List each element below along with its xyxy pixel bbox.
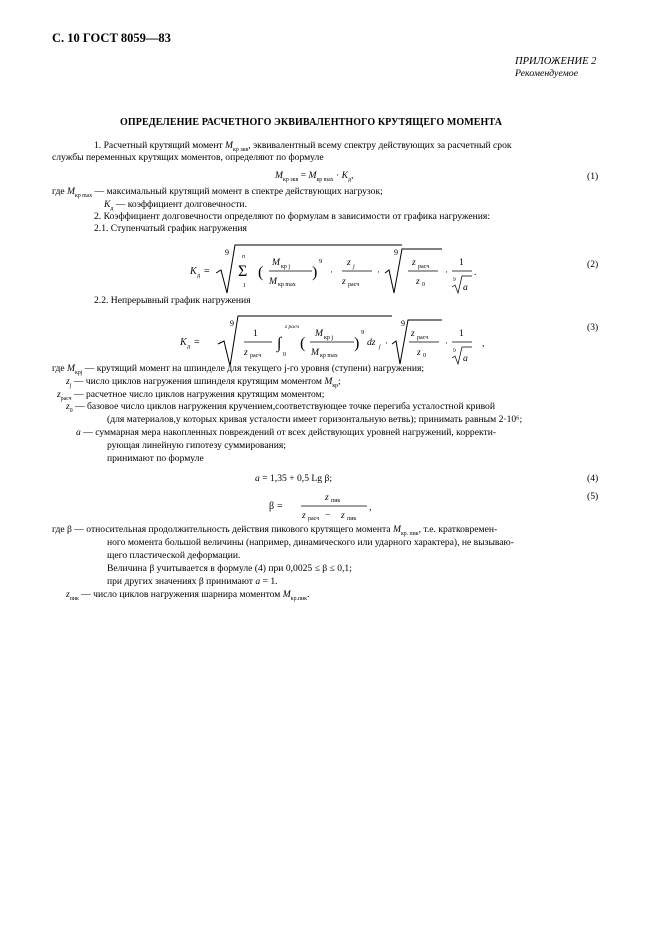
eq3-a: a bbox=[463, 353, 468, 364]
eq5-beta: β bbox=[269, 501, 275, 512]
eq3-k: K bbox=[180, 337, 187, 348]
eq2-one: 1 bbox=[459, 257, 464, 268]
eq2-dot2: · bbox=[377, 267, 380, 277]
eq3-root2-zsub: расч bbox=[417, 335, 429, 341]
paragraph-2-2: 2.2. Непрерывный график нагружения bbox=[94, 295, 251, 306]
def-beta-line1a: относительная продолжительность действия пикового крутящего момента bbox=[86, 524, 393, 535]
def-zpik-dash: — bbox=[78, 589, 94, 600]
eq3-num-m: M bbox=[315, 328, 323, 339]
def-a-sym: a bbox=[76, 427, 81, 438]
def-beta-line-2: ного момента большой величины (например, динамического или ударного характера), не вызываю- bbox=[107, 537, 514, 548]
eq2-dot1: · bbox=[330, 267, 333, 277]
eq2-sum-top: n bbox=[242, 254, 245, 260]
eq2-zj: z bbox=[347, 257, 351, 268]
eq5-equals: = bbox=[277, 501, 283, 512]
def-mkrj-text: крутящий момент на шпинделе для текущего j-го уровня (ступени) нагружения; bbox=[96, 363, 425, 374]
eq2-den-m: M bbox=[269, 276, 277, 287]
def-zpik-msub: кр.пик bbox=[290, 595, 307, 602]
eq5-end: , bbox=[369, 502, 372, 513]
def-a-dash: — bbox=[80, 427, 96, 438]
eq3-dz: dz bbox=[367, 337, 376, 348]
def-mkrj-sub: крj bbox=[75, 369, 83, 376]
def2-k: K bbox=[104, 199, 111, 210]
eq2-z0-sub: 0 bbox=[422, 282, 425, 288]
eq3-dot2: · bbox=[445, 338, 448, 348]
def-zpik-sym: z bbox=[66, 589, 70, 600]
eq2-a: a bbox=[463, 282, 468, 293]
eq3-integral: ∫ bbox=[277, 335, 282, 352]
eq2-small-root-index: 9 bbox=[453, 277, 456, 283]
def-zr-sub: расч bbox=[60, 395, 72, 402]
eq1-k: K bbox=[341, 170, 348, 181]
eq3-root2-z: z bbox=[411, 328, 415, 339]
eq2-zr-sub: расч bbox=[348, 282, 360, 288]
eq3-zr: z bbox=[244, 347, 248, 358]
eq1-subk: д bbox=[348, 176, 351, 183]
equation-2-number: (2) bbox=[587, 259, 599, 270]
def-mkrj-sym: M bbox=[67, 363, 75, 374]
eq4-text: = 1,35 + 0,5 Lg β; bbox=[259, 473, 332, 484]
def-beta-line-3: щего пластической деформации. bbox=[107, 550, 241, 561]
p1-symbol-m: M bbox=[225, 140, 234, 151]
eq2-zj-sub: j bbox=[353, 264, 355, 270]
eq2-k: K bbox=[190, 266, 197, 277]
def-zj-sym: z bbox=[66, 376, 70, 387]
document-title: ОПРЕДЕЛЕНИЕ РАСЧЕТНОГО ЭКВИВАЛЕНТНОГО КРУТЯЩЕГО МОМЕНТА bbox=[120, 117, 503, 128]
eq3-num-sub: кр j bbox=[324, 335, 334, 341]
eq3-int-top: z расч bbox=[285, 324, 300, 330]
def-beta-line1b: , т.е. кратковремен- bbox=[418, 524, 498, 535]
eq2-z0: z bbox=[416, 276, 420, 287]
equation-1-number: (1) bbox=[587, 171, 599, 182]
def-zpik-text: число циклов нагружения шарнира моментом bbox=[93, 589, 283, 600]
eq2-sigma: Σ bbox=[238, 263, 248, 280]
def-beta-line-5 bbox=[107, 576, 278, 588]
def-zr-sym: z bbox=[57, 389, 61, 400]
def-zj-dash: — bbox=[71, 376, 86, 387]
eq2-equals: = bbox=[204, 266, 210, 277]
equation-3 bbox=[180, 314, 500, 370]
eq5-den-z1: z bbox=[302, 510, 306, 521]
eq4-a: a bbox=[255, 473, 260, 484]
eq1-m: M bbox=[275, 170, 283, 181]
paragraph-2-1: 2.1. Ступенчатый график нагружения bbox=[94, 223, 247, 234]
eq3-den-sub: кр max bbox=[320, 353, 338, 359]
def-zr-text: расчетное число циклов нагружения крутящим моментом; bbox=[85, 389, 325, 400]
eq3-right-paren: ) bbox=[354, 335, 360, 352]
eq3-int-bottom: 0 bbox=[283, 352, 286, 358]
eq3-root-index: 9 bbox=[230, 319, 234, 328]
def-zj-tail-sym: M bbox=[324, 376, 333, 387]
def-z0-cont: (для материалов,у которых кривая усталости имеет горизонтальную ветвь); принимать равным 2·10⁶; bbox=[107, 414, 523, 425]
eq2-num-sub: кр j bbox=[281, 264, 291, 270]
eq2-dot3: · bbox=[445, 267, 448, 277]
def-a-text: суммарная мера накопленных повреждений от всех действующих уровней нагружений, корректи- bbox=[95, 427, 497, 438]
eq2-den-sub: кр max bbox=[278, 282, 296, 288]
equation-2 bbox=[180, 243, 500, 299]
def-beta-line5a: при других значениях β принимают bbox=[107, 576, 256, 587]
def1-sub: кр max bbox=[75, 192, 93, 199]
eq3-z0-sub: 0 bbox=[423, 353, 426, 359]
eq1-m2: M bbox=[308, 170, 317, 181]
def-beta-line5c: = 1. bbox=[260, 576, 278, 587]
eq3-dot1: · bbox=[385, 338, 388, 348]
eq5-den-sub2: пик bbox=[347, 516, 357, 522]
def-zj-tail: ; bbox=[338, 376, 341, 387]
eq2-root-index: 9 bbox=[225, 248, 229, 257]
page-header: С. 10 ГОСТ 8059—83 bbox=[52, 31, 171, 45]
def-beta-m: M bbox=[392, 524, 401, 535]
eq3-end-comma: , bbox=[482, 338, 485, 349]
def-z0-text: базовое число циклов нагружения кручением,соответствующее точке перегиба усталостной кривой bbox=[87, 401, 495, 412]
def-beta-lead: где β — bbox=[52, 524, 87, 535]
eq3-one: 1 bbox=[253, 328, 258, 339]
def-zj-text: число циклов нагружения шпинделя крутящим моментом bbox=[85, 376, 325, 387]
eq2-root2-zsub: расч bbox=[418, 264, 430, 270]
eq1-equals: = bbox=[298, 170, 309, 181]
eq1-sub1: кр экв bbox=[283, 176, 299, 183]
p1-subscript: кр экв bbox=[233, 146, 249, 153]
def-zpik-sub: пик bbox=[69, 595, 79, 602]
def-beta-line-4: Величина β учитывается в формуле (4) при 0,0025 ≤ β ≤ 0,1; bbox=[107, 563, 352, 574]
eq3-one-b: 1 bbox=[459, 328, 464, 339]
eq2-left-paren: ( bbox=[258, 264, 264, 281]
def-zr-dash: — bbox=[71, 389, 86, 400]
eq5-num-z: z bbox=[325, 492, 329, 503]
p1-text-a: 1. Расчетный крутящий момент bbox=[94, 140, 226, 151]
eq1-end: , bbox=[350, 170, 354, 181]
eq2-sum-bottom: 1 bbox=[243, 283, 246, 289]
eq2-end-dot: . bbox=[474, 267, 477, 278]
equation-4 bbox=[255, 473, 332, 484]
equation-5 bbox=[255, 488, 375, 524]
def2-sub: д bbox=[110, 205, 114, 212]
eq1-sub2: кр max bbox=[316, 176, 334, 183]
appendix-label: ПРИЛОЖЕНИЕ 2 bbox=[515, 56, 597, 67]
def-zj-sub: j bbox=[69, 382, 72, 389]
eq3-root2-index: 9 bbox=[401, 319, 405, 328]
eq1-dot: · bbox=[333, 170, 342, 181]
paragraph-1-line-2: службы переменных крутящих моментов, определяют по формуле bbox=[52, 152, 324, 163]
def-a-formula-intro: принимают по формуле bbox=[107, 453, 204, 464]
eq3-equals: = bbox=[194, 337, 200, 348]
eq2-zr: z bbox=[342, 276, 346, 287]
def1-text: — максимальный крутящий момент в спектре действующих нагрузок; bbox=[92, 186, 383, 197]
def-mkrj-lead: где bbox=[52, 363, 67, 374]
eq3-left-paren: ( bbox=[300, 335, 306, 352]
paragraph-2: 2. Коэффициент долговечности определяют по формулам в зависимости от графика нагружения: bbox=[94, 211, 491, 222]
def-a-cont: рующая линейную гипотезу суммирования; bbox=[107, 440, 286, 451]
equation-4-number: (4) bbox=[587, 473, 599, 484]
eq3-z0: z bbox=[417, 347, 421, 358]
appendix-status: Рекомендуемое bbox=[515, 68, 578, 79]
eq3-small-root-index: 9 bbox=[453, 348, 456, 354]
equation-5-number: (5) bbox=[587, 491, 599, 502]
eq5-den-sub1: расч bbox=[308, 516, 320, 522]
eq2-num-m: M bbox=[272, 257, 280, 268]
eq2-power: 9 bbox=[319, 258, 323, 265]
def-zpik-m: M bbox=[282, 589, 291, 600]
def-beta-sub: кр. пик bbox=[400, 530, 419, 537]
eq2-right-paren: ) bbox=[312, 264, 318, 281]
eq5-num-sub: пик bbox=[331, 498, 341, 504]
def-z0-dash: — bbox=[72, 401, 88, 412]
eq3-subk: д bbox=[187, 344, 191, 350]
eq2-subk: д bbox=[197, 273, 201, 279]
def-zj-tail-sub: кр bbox=[332, 382, 339, 389]
equation-3-number: (3) bbox=[587, 322, 599, 333]
eq3-zr-sub: расч bbox=[250, 353, 262, 359]
eq3-den-m: M bbox=[311, 347, 319, 358]
def2-text: — коэффициент долговечности. bbox=[113, 199, 247, 210]
eq2-root2-z: z bbox=[412, 257, 416, 268]
eq2-root2-index: 9 bbox=[394, 248, 398, 257]
def1-where: где bbox=[52, 186, 67, 197]
eq5-den-z2: z bbox=[341, 510, 345, 521]
def-zpik bbox=[66, 589, 309, 605]
def-z0-sym: z bbox=[66, 401, 70, 412]
def-mkrj-dash: — bbox=[82, 363, 97, 374]
def-zpik-end: . bbox=[306, 589, 310, 600]
def-a bbox=[76, 427, 496, 439]
def-z0-sub: 0 bbox=[69, 407, 73, 414]
p1-text-b: , эквивалентный всему спектру действующих за расчетный срок bbox=[248, 140, 512, 151]
eq5-minus: − bbox=[325, 510, 331, 521]
equation-1 bbox=[275, 170, 353, 183]
def1-m: M bbox=[67, 186, 75, 197]
def-beta-line5b: a bbox=[255, 576, 261, 587]
eq3-power: 9 bbox=[361, 329, 365, 336]
eq3-dz-sub: j bbox=[379, 344, 381, 350]
